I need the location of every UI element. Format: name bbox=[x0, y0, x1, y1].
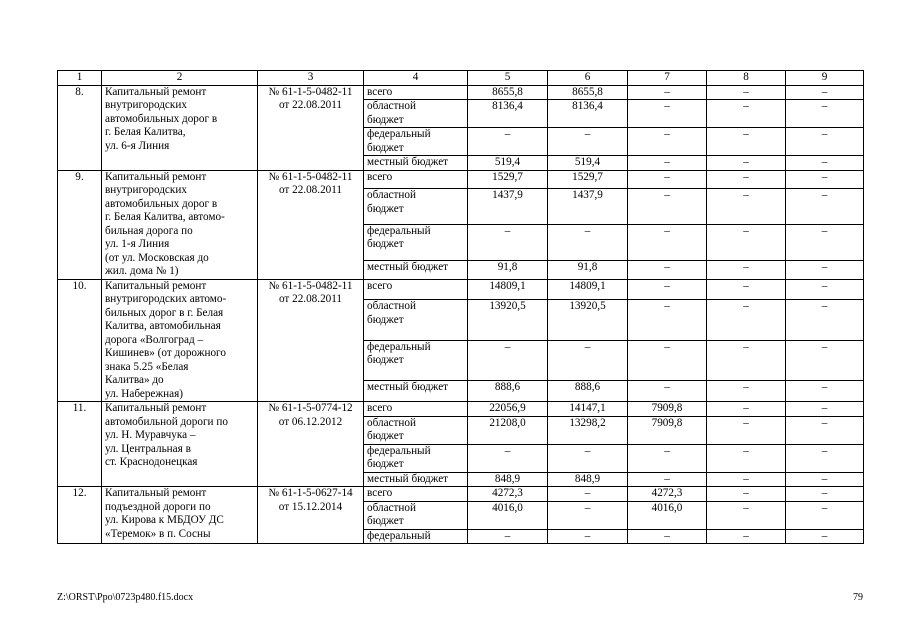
text-line: федеральный bbox=[367, 444, 431, 457]
value-cell: – bbox=[786, 170, 864, 189]
budget-table bbox=[57, 70, 864, 544]
value-cell: – bbox=[707, 340, 786, 380]
value-cell: 1529,7 bbox=[548, 170, 628, 189]
text-line: от 22.08.2011 bbox=[278, 99, 343, 111]
document-reference bbox=[258, 487, 364, 544]
header-cell: 4 bbox=[364, 71, 468, 86]
value-cell: 8655,8 bbox=[468, 85, 548, 100]
text-line: бильных дорог в г. Белая bbox=[105, 306, 224, 319]
text-line: Капитальный ремонт bbox=[105, 402, 207, 414]
value-cell: 519,4 bbox=[468, 156, 548, 171]
text-line: Кишинев» (от дорожного bbox=[105, 347, 226, 359]
text-line: от 06.12.2012 bbox=[278, 415, 343, 428]
value-cell: – bbox=[707, 128, 786, 156]
text-line: бюджет bbox=[367, 238, 404, 251]
value-cell: – bbox=[707, 472, 786, 487]
value-cell: – bbox=[786, 416, 864, 444]
text-line: всего bbox=[367, 402, 393, 414]
value-cell: 8136,4 bbox=[468, 100, 548, 128]
value-cell: 91,8 bbox=[548, 260, 628, 279]
value-cell: – bbox=[707, 100, 786, 128]
value-cell: 8655,8 bbox=[548, 85, 628, 100]
value-cell: – bbox=[707, 416, 786, 444]
text-line: Капитальный ремонт bbox=[105, 279, 207, 292]
text-line: внутригородских автомо- bbox=[105, 293, 227, 305]
value-cell: 888,6 bbox=[468, 381, 548, 402]
text-line: всего bbox=[367, 85, 393, 98]
value-cell: 13920,5 bbox=[548, 300, 628, 340]
value-cell: – bbox=[707, 501, 786, 529]
text-line: бюджет bbox=[367, 515, 404, 527]
funding-source bbox=[364, 170, 468, 189]
value-cell: 13298,2 bbox=[548, 416, 628, 444]
funding-source bbox=[364, 402, 468, 417]
value-cell: – bbox=[786, 279, 864, 300]
text-line: знака 5.25 «Белая bbox=[105, 360, 189, 373]
value-cell: 7909,8 bbox=[628, 402, 707, 417]
funding-source bbox=[364, 279, 468, 300]
value-cell: – bbox=[707, 224, 786, 260]
value-cell: 4016,0 bbox=[468, 501, 548, 529]
value-cell: 14809,1 bbox=[468, 279, 548, 300]
header-cell: 1 bbox=[58, 71, 102, 86]
text-line: бюджет bbox=[367, 313, 404, 326]
value-cell: – bbox=[786, 487, 864, 502]
value-cell: 91,8 bbox=[468, 260, 548, 279]
text-line: № 61-1-5-0627-14 bbox=[268, 487, 353, 499]
text-line: № 61-1-5-0774-12 bbox=[268, 402, 353, 414]
value-cell: – bbox=[707, 170, 786, 189]
text-line: федеральный bbox=[367, 128, 431, 140]
document-reference bbox=[258, 170, 364, 279]
funding-source bbox=[364, 340, 468, 380]
text-line: федеральный bbox=[367, 529, 431, 542]
value-cell: – bbox=[468, 444, 548, 472]
document-reference bbox=[258, 402, 364, 487]
text-line: ул. Н. Муравчука – bbox=[105, 429, 196, 441]
value-cell: – bbox=[786, 189, 864, 225]
funding-source bbox=[364, 85, 468, 100]
item-description bbox=[102, 279, 258, 402]
value-cell: 4272,3 bbox=[628, 487, 707, 502]
text-line: от 22.08.2011 bbox=[278, 293, 343, 305]
value-cell: – bbox=[628, 224, 707, 260]
value-cell: – bbox=[628, 529, 707, 544]
value-cell: – bbox=[628, 189, 707, 225]
value-cell: – bbox=[786, 381, 864, 402]
funding-source bbox=[364, 501, 468, 529]
item-number: 11. bbox=[58, 402, 102, 487]
item-number: 9. bbox=[58, 170, 102, 279]
value-cell: 848,9 bbox=[548, 472, 628, 487]
funding-source bbox=[364, 381, 468, 402]
file-path: Z:\ORST\Ppo\0723p480.f15.docx bbox=[57, 592, 194, 603]
text-line: бюджет bbox=[367, 458, 404, 470]
table-row bbox=[58, 170, 864, 189]
value-cell: – bbox=[707, 487, 786, 502]
value-cell: 1437,9 bbox=[468, 189, 548, 225]
value-cell: – bbox=[786, 100, 864, 128]
value-cell: 13920,5 bbox=[468, 300, 548, 340]
funding-source bbox=[364, 189, 468, 225]
text-line: местный бюджет bbox=[367, 472, 449, 485]
value-cell: – bbox=[548, 128, 628, 156]
value-cell: – bbox=[628, 260, 707, 279]
value-cell: – bbox=[786, 260, 864, 279]
text-line: Капитальный ремонт bbox=[105, 85, 207, 98]
value-cell: – bbox=[786, 340, 864, 380]
value-cell: – bbox=[786, 300, 864, 340]
text-line: областной bbox=[367, 501, 416, 514]
funding-source bbox=[364, 100, 468, 128]
value-cell: 14809,1 bbox=[548, 279, 628, 300]
funding-source bbox=[364, 156, 468, 171]
funding-source bbox=[364, 529, 468, 544]
header-cell: 8 bbox=[707, 71, 786, 86]
text-line: внутригородских bbox=[105, 99, 187, 111]
page-number: 79 bbox=[853, 592, 863, 603]
value-cell: – bbox=[628, 128, 707, 156]
text-line: Калитва» до bbox=[105, 374, 164, 386]
value-cell: 888,6 bbox=[548, 381, 628, 402]
text-line: всего bbox=[367, 279, 393, 292]
value-cell: – bbox=[707, 381, 786, 402]
value-cell: 848,9 bbox=[468, 472, 548, 487]
header-cell: 6 bbox=[548, 71, 628, 86]
text-line: ул. Центральная в bbox=[105, 442, 191, 455]
text-line: дорога «Волгоград – bbox=[105, 333, 204, 346]
text-line: Калитва, автомобильная bbox=[105, 320, 221, 332]
value-cell: – bbox=[548, 340, 628, 380]
text-line: (от ул. Московская до bbox=[105, 251, 209, 264]
value-cell: 21208,0 bbox=[468, 416, 548, 444]
text-line: федеральный bbox=[367, 340, 431, 353]
item-description bbox=[102, 487, 258, 544]
value-cell: – bbox=[468, 224, 548, 260]
text-line: от 22.08.2011 bbox=[278, 184, 343, 196]
text-line: жил. дома № 1) bbox=[105, 265, 179, 277]
item-number: 12. bbox=[58, 487, 102, 544]
value-cell: – bbox=[707, 260, 786, 279]
document-reference bbox=[258, 279, 364, 402]
value-cell: – bbox=[468, 128, 548, 156]
text-line: бюджет bbox=[367, 354, 404, 367]
header-cell: 3 bbox=[258, 71, 364, 86]
value-cell: – bbox=[548, 224, 628, 260]
value-cell: – bbox=[548, 501, 628, 529]
text-line: бюджет bbox=[367, 141, 404, 154]
value-cell: – bbox=[786, 128, 864, 156]
table-row bbox=[58, 279, 864, 300]
text-line: № 61-1-5-0482-11 bbox=[268, 85, 353, 98]
text-line: областной bbox=[367, 300, 416, 313]
text-line: автомобильных дорог в bbox=[105, 112, 218, 125]
value-cell: – bbox=[707, 189, 786, 225]
header-row bbox=[58, 71, 864, 86]
value-cell: 519,4 bbox=[548, 156, 628, 171]
text-line: местный бюджет bbox=[367, 156, 449, 168]
value-cell: 8136,4 bbox=[548, 100, 628, 128]
text-line: «Теремок» в п. Сосны bbox=[105, 527, 211, 540]
text-line: № 61-1-5-0482-11 bbox=[268, 279, 353, 292]
value-cell: – bbox=[628, 340, 707, 380]
value-cell: – bbox=[707, 444, 786, 472]
value-cell: – bbox=[628, 300, 707, 340]
text-line: ст. Краснодонецкая bbox=[105, 456, 198, 468]
value-cell: – bbox=[628, 279, 707, 300]
text-line: бюджет bbox=[367, 202, 404, 215]
text-line: областной bbox=[367, 100, 416, 112]
text-line: внутригородских bbox=[105, 184, 187, 196]
text-line: № 61-1-5-0482-11 bbox=[268, 170, 353, 183]
value-cell: 7909,8 bbox=[628, 416, 707, 444]
value-cell: – bbox=[548, 487, 628, 502]
funding-source bbox=[364, 472, 468, 487]
value-cell: – bbox=[707, 85, 786, 100]
funding-source bbox=[364, 224, 468, 260]
value-cell: – bbox=[628, 100, 707, 128]
funding-source bbox=[364, 260, 468, 279]
header-cell: 5 bbox=[468, 71, 548, 86]
value-cell: – bbox=[786, 85, 864, 100]
value-cell: 4272,3 bbox=[468, 487, 548, 502]
text-line: автомобильной дороги по bbox=[105, 415, 228, 428]
text-line: всего bbox=[367, 487, 393, 499]
value-cell: – bbox=[707, 300, 786, 340]
value-cell: – bbox=[786, 156, 864, 171]
value-cell: – bbox=[786, 501, 864, 529]
value-cell: – bbox=[707, 279, 786, 300]
value-cell: 1529,7 bbox=[468, 170, 548, 189]
value-cell: – bbox=[786, 444, 864, 472]
text-line: ул. Кирова к МБДОУ ДС bbox=[105, 514, 224, 526]
text-line: всего bbox=[367, 170, 393, 183]
value-cell: – bbox=[786, 402, 864, 417]
value-cell: – bbox=[786, 529, 864, 544]
document-reference bbox=[258, 85, 364, 170]
value-cell: 4016,0 bbox=[628, 501, 707, 529]
text-line: местный бюджет bbox=[367, 381, 449, 394]
text-line: Капитальный ремонт bbox=[105, 487, 207, 499]
text-line: бюджет bbox=[367, 113, 404, 126]
item-number: 8. bbox=[58, 85, 102, 170]
value-cell: 22056,9 bbox=[468, 402, 548, 417]
value-cell: – bbox=[707, 529, 786, 544]
funding-source bbox=[364, 444, 468, 472]
value-cell: – bbox=[628, 85, 707, 100]
text-line: местный бюджет bbox=[367, 260, 449, 273]
text-line: областной bbox=[367, 416, 416, 429]
text-line: подъездной дороги по bbox=[105, 500, 211, 513]
table-row bbox=[58, 487, 864, 502]
value-cell: 1437,9 bbox=[548, 189, 628, 225]
funding-source bbox=[364, 300, 468, 340]
funding-source bbox=[364, 128, 468, 156]
funding-source bbox=[364, 416, 468, 444]
text-line: от 15.12.2014 bbox=[278, 500, 343, 513]
value-cell: – bbox=[628, 381, 707, 402]
value-cell: – bbox=[468, 529, 548, 544]
value-cell: – bbox=[548, 529, 628, 544]
header-cell: 7 bbox=[628, 71, 707, 86]
item-number: 10. bbox=[58, 279, 102, 402]
text-line: г. Белая Калитва, автомо- bbox=[105, 211, 225, 223]
text-line: г. Белая Калитва, bbox=[105, 126, 186, 138]
value-cell: – bbox=[786, 224, 864, 260]
header-cell: 9 bbox=[786, 71, 864, 86]
value-cell: – bbox=[628, 472, 707, 487]
item-description bbox=[102, 85, 258, 170]
funding-source bbox=[364, 487, 468, 502]
text-line: автомобильных дорог в bbox=[105, 197, 218, 210]
value-cell: – bbox=[548, 444, 628, 472]
value-cell: – bbox=[628, 444, 707, 472]
value-cell: – bbox=[628, 170, 707, 189]
value-cell: – bbox=[707, 156, 786, 171]
value-cell: – bbox=[468, 340, 548, 380]
text-line: областной bbox=[367, 189, 416, 202]
item-description bbox=[102, 402, 258, 487]
text-line: бюджет bbox=[367, 430, 404, 442]
value-cell: – bbox=[786, 472, 864, 487]
value-cell: 14147,1 bbox=[548, 402, 628, 417]
text-line: ул. 1-я Линия bbox=[105, 238, 170, 250]
value-cell: – bbox=[707, 402, 786, 417]
item-description bbox=[102, 170, 258, 279]
text-line: ул. Набережная) bbox=[105, 387, 183, 400]
header-cell: 2 bbox=[102, 71, 258, 86]
table-body bbox=[58, 71, 864, 544]
text-line: Капитальный ремонт bbox=[105, 170, 207, 183]
value-cell: – bbox=[628, 156, 707, 171]
text-line: бильная дорога по bbox=[105, 224, 193, 237]
table-row bbox=[58, 402, 864, 417]
text-line: ул. 6-я Линия bbox=[105, 139, 170, 152]
text-line: федеральный bbox=[367, 224, 431, 237]
table-row bbox=[58, 85, 864, 100]
